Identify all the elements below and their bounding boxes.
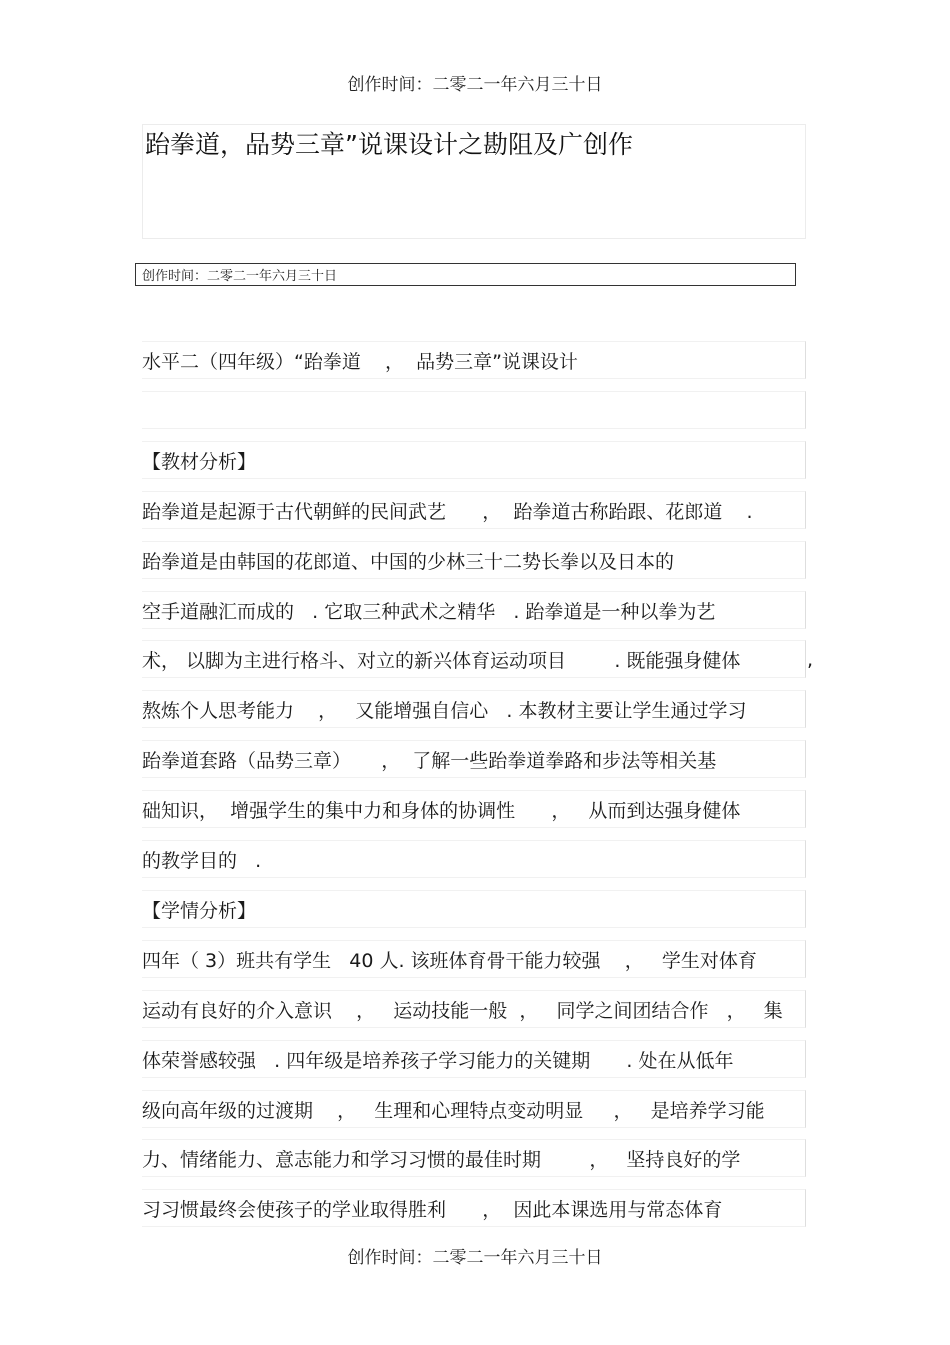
stray-comma: , <box>807 649 814 671</box>
header-timestamp: 创作时间：二零二一年六月三十日 <box>347 75 603 95</box>
line-text: 的教学目的 . <box>142 850 262 872</box>
text-line <box>142 1139 806 1177</box>
line-text: 跆拳道是起源于古代朝鲜的民间武艺 ， 跆拳道古称跆跟、花郎道 . <box>142 501 753 523</box>
text-line <box>142 990 806 1028</box>
footer-timestamp: 创作时间：二零二一年六月三十日 <box>347 1248 603 1268</box>
text-line <box>142 640 806 678</box>
line-text: 【教材分析】 <box>142 451 257 473</box>
title-box <box>142 124 806 239</box>
document-title: 跆拳道，品势三章”说课设计之勘阻及广创作 <box>145 130 633 159</box>
line-text: 水平二（四年级）“跆拳道 ， 品势三章”说课设计 <box>142 351 578 373</box>
text-line <box>142 1090 806 1128</box>
line-text: 跆拳道套路（品势三章） ， 了解一些跆拳道拳路和步法等相关基 <box>142 750 717 772</box>
text-line <box>142 740 806 778</box>
text-line <box>142 441 806 479</box>
line-text: 术， 以脚为主进行格斗、对立的新兴体育运动项目 . 既能强身健体 <box>142 650 741 672</box>
text-line <box>142 341 806 379</box>
stamp-timestamp: 创作时间：二零二一年六月三十日 <box>142 269 338 284</box>
line-text: 习习惯最终会使孩子的学业取得胜利 ， 因此本课选用与常态体育 <box>142 1199 723 1221</box>
text-line <box>142 541 806 579</box>
line-text: 空手道融汇而成的 . 它取三种武术之精华 . 跆拳道是一种以拳为艺 <box>142 601 716 623</box>
text-line <box>142 940 806 978</box>
line-text: 础知识， 增强学生的集中力和身体的协调性 ， 从而到达强身健体 <box>142 800 741 822</box>
text-line <box>142 1189 806 1227</box>
line-text: 【学情分析】 <box>142 900 257 922</box>
text-line <box>142 491 806 529</box>
text-line <box>142 790 806 828</box>
text-line <box>142 840 806 878</box>
text-line <box>142 690 806 728</box>
line-text: 跆拳道是由韩国的花郎道、中国的少林三十二势长拳以及日本的 <box>142 551 675 573</box>
text-line <box>142 1040 806 1078</box>
timestamp-stamp-box <box>135 263 796 286</box>
line-text: 力、情绪能力、意志能力和学习习惯的最佳时期 ， 坚持良好的学 <box>142 1149 741 1171</box>
line-text: 熬炼个人思考能力 ， 又能增强自信心 . 本教材主要让学生通过学习 <box>142 700 747 722</box>
line-text: 级向高年级的过渡期 ， 生理和心理特点变动明显 ， 是培养学习能 <box>142 1100 765 1122</box>
line-text: 运动有良好的介入意识 ， 运动技能一般 ， 同学之间团结合作 ， 集 <box>142 1000 783 1022</box>
line-text: 体荣誉感较强 . 四年级是培养孩子学习能力的关键期 . 处在从低年 <box>142 1050 734 1072</box>
text-line <box>142 391 806 429</box>
text-line <box>142 890 806 928</box>
line-text: 四年（ 3）班共有学生 40 人. 该班体育骨干能力较强 ， 学生对体育 <box>142 950 757 972</box>
text-line <box>142 591 806 629</box>
